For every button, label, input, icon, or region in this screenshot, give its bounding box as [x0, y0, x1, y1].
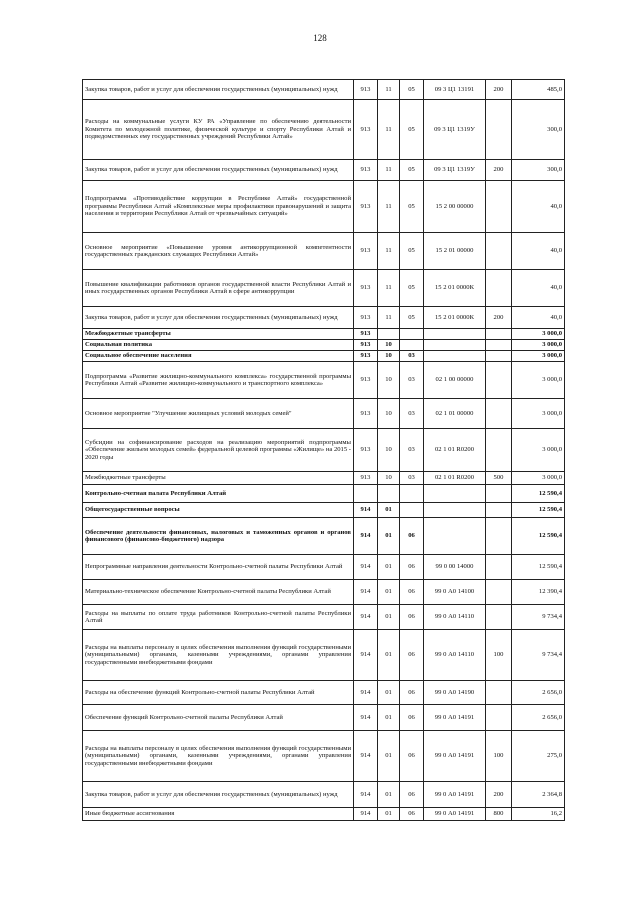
subsection-code-cell	[400, 340, 424, 351]
expense-name-cell: Закупка товаров, работ и услуг для обеспечения государственных (муниципальных) нужд	[83, 80, 354, 100]
section-code-cell	[378, 485, 400, 503]
amount-cell: 12 590,4	[512, 485, 565, 503]
ministry-code-cell: 914	[354, 630, 378, 681]
expense-name-cell: Обеспечение функций Контрольно-счетной палаты Республики Алтай	[83, 705, 354, 731]
amount-cell: 300,0	[512, 160, 565, 181]
expense-name-cell: Межбюджетные трансферты	[83, 329, 354, 340]
subsection-code-cell	[400, 503, 424, 518]
section-code-cell: 11	[378, 181, 400, 233]
section-code-cell: 01	[378, 580, 400, 605]
table-row	[83, 518, 565, 555]
subsection-code-cell: 06	[400, 681, 424, 705]
target-article-cell: 02 1 01 R0200	[424, 429, 486, 472]
expense-name-cell: Закупка товаров, работ и услуг для обеспечения государственных (муниципальных) нужд	[83, 782, 354, 808]
subsection-code-cell: 05	[400, 80, 424, 100]
target-article-cell: 15 2 01 0000К	[424, 307, 486, 329]
subsection-code-cell: 03	[400, 399, 424, 429]
expense-type-cell	[486, 705, 512, 731]
table-row	[83, 429, 565, 472]
target-article-cell: 99 0 А0 14191	[424, 782, 486, 808]
subsection-code-cell	[400, 485, 424, 503]
target-article-cell: 02 1 00 00000	[424, 362, 486, 399]
table-row	[83, 731, 565, 782]
section-code-cell: 01	[378, 705, 400, 731]
expense-type-cell: 800	[486, 808, 512, 821]
section-code-cell: 01	[378, 681, 400, 705]
table-row	[83, 362, 565, 399]
target-article-cell	[424, 340, 486, 351]
target-article-cell: 99 0 А0 14100	[424, 580, 486, 605]
target-article-cell: 15 2 00 00000	[424, 181, 486, 233]
table-row	[83, 555, 565, 580]
section-code-cell: 10	[378, 351, 400, 362]
target-article-cell: 99 0 А0 14110	[424, 605, 486, 630]
target-article-cell: 02 1 01 00000	[424, 399, 486, 429]
target-article-cell: 99 0 А0 14191	[424, 808, 486, 821]
subsection-code-cell: 06	[400, 555, 424, 580]
expense-name-cell: Контрольно-счетная палата Республики Алтай	[83, 485, 354, 503]
table-row	[83, 485, 565, 503]
ministry-code-cell: 914	[354, 555, 378, 580]
amount-cell: 3 000,0	[512, 429, 565, 472]
expense-type-cell	[486, 181, 512, 233]
section-code-cell: 01	[378, 782, 400, 808]
target-article-cell: 99 0 00 14000	[424, 555, 486, 580]
ministry-code-cell: 913	[354, 399, 378, 429]
expense-type-cell: 200	[486, 160, 512, 181]
section-code-cell: 01	[378, 605, 400, 630]
table-row	[83, 160, 565, 181]
subsection-code-cell: 06	[400, 630, 424, 681]
subsection-code-cell: 05	[400, 270, 424, 307]
subsection-code-cell: 03	[400, 472, 424, 485]
subsection-code-cell: 03	[400, 362, 424, 399]
target-article-cell: 99 0 А0 14191	[424, 705, 486, 731]
ministry-code-cell: 914	[354, 503, 378, 518]
expense-type-cell	[486, 503, 512, 518]
expense-name-cell: Субсидии на софинансирование расходов на реализацию мероприятий подпрограммы «Обеспечение жильем молодых семей» федеральной целевой программы «Жилище» на 2015 - 2020 годы	[83, 429, 354, 472]
ministry-code-cell: 913	[354, 233, 378, 270]
expense-name-cell: Общегосударственные вопросы	[83, 503, 354, 518]
amount-cell: 12 390,4	[512, 580, 565, 605]
section-code-cell: 01	[378, 630, 400, 681]
table-row	[83, 329, 565, 340]
expense-type-cell	[486, 580, 512, 605]
table-row	[83, 399, 565, 429]
expense-name-cell: Расходы на выплаты по оплате труда работников Контрольно-счетной палаты Республики Алтай	[83, 605, 354, 630]
amount-cell: 40,0	[512, 270, 565, 307]
ministry-code-cell: 913	[354, 270, 378, 307]
expense-type-cell: 100	[486, 731, 512, 782]
section-code-cell: 01	[378, 503, 400, 518]
ministry-code-cell: 913	[354, 307, 378, 329]
amount-cell: 9 734,4	[512, 630, 565, 681]
table-row	[83, 340, 565, 351]
ministry-code-cell: 913	[354, 100, 378, 160]
ministry-code-cell: 914	[354, 518, 378, 555]
amount-cell: 3 000,0	[512, 362, 565, 399]
section-code-cell: 11	[378, 307, 400, 329]
table-row	[83, 808, 565, 821]
section-code-cell: 10	[378, 340, 400, 351]
target-article-cell: 99 0 А0 14190	[424, 681, 486, 705]
section-code-cell: 11	[378, 80, 400, 100]
target-article-cell: 15 2 01 00000	[424, 233, 486, 270]
subsection-code-cell: 06	[400, 605, 424, 630]
table-row	[83, 351, 565, 362]
expense-type-cell	[486, 399, 512, 429]
table-row	[83, 80, 565, 100]
expense-name-cell: Расходы на коммунальные услуги КУ РА «Управление по обеспечению деятельности Комитета по молодежной политике, физической культуре и спорту Республики Алтай и подведомственных ему государственных учреждений Республики Алтай»	[83, 100, 354, 160]
amount-cell: 3 000,0	[512, 399, 565, 429]
expense-name-cell: Социальная политика	[83, 340, 354, 351]
target-article-cell: 15 2 01 0000К	[424, 270, 486, 307]
expense-type-cell: 200	[486, 782, 512, 808]
expense-name-cell: Закупка товаров, работ и услуг для обеспечения государственных (муниципальных) нужд	[83, 160, 354, 181]
expense-name-cell: Основное мероприятие «Повышение уровня антикоррупционной компетентности государственных гражданских служащих Республики Алтай»	[83, 233, 354, 270]
section-code-cell: 10	[378, 429, 400, 472]
section-code-cell: 11	[378, 270, 400, 307]
budget-table	[82, 79, 565, 821]
subsection-code-cell: 05	[400, 160, 424, 181]
amount-cell: 12 590,4	[512, 518, 565, 555]
section-code-cell: 11	[378, 160, 400, 181]
amount-cell: 9 734,4	[512, 605, 565, 630]
expense-type-cell: 100	[486, 630, 512, 681]
subsection-code-cell: 06	[400, 808, 424, 821]
expense-type-cell	[486, 518, 512, 555]
expense-name-cell: Социальное обеспечение населения	[83, 351, 354, 362]
target-article-cell: 99 0 А0 14191	[424, 731, 486, 782]
table-row	[83, 580, 565, 605]
expense-name-cell: Иные бюджетные ассигнования	[83, 808, 354, 821]
amount-cell: 3 000,0	[512, 340, 565, 351]
section-code-cell	[378, 329, 400, 340]
expense-type-cell	[486, 681, 512, 705]
table-row	[83, 233, 565, 270]
expense-type-cell	[486, 351, 512, 362]
ministry-code-cell: 913	[354, 429, 378, 472]
expense-type-cell	[486, 100, 512, 160]
section-code-cell: 01	[378, 808, 400, 821]
page-number: 128	[313, 33, 327, 43]
expense-name-cell: Подпрограмма «Развитие жилищно-коммунального комплекса» государственной программы Республики Алтай «Развитие жилищно-коммунального и транспортного комплекса»	[83, 362, 354, 399]
amount-cell: 485,0	[512, 80, 565, 100]
expense-name-cell: Расходы на обеспечение функций Контрольно-счетной палаты Республики Алтай	[83, 681, 354, 705]
subsection-code-cell: 03	[400, 351, 424, 362]
target-article-cell	[424, 518, 486, 555]
table-row	[83, 782, 565, 808]
target-article-cell: 09 3 Ц1 13191	[424, 80, 486, 100]
table-row	[83, 472, 565, 485]
subsection-code-cell: 05	[400, 100, 424, 160]
ministry-code-cell: 913	[354, 160, 378, 181]
target-article-cell: 02 1 01 R0200	[424, 472, 486, 485]
subsection-code-cell: 06	[400, 518, 424, 555]
table-row	[83, 307, 565, 329]
target-article-cell	[424, 503, 486, 518]
amount-cell: 40,0	[512, 233, 565, 270]
section-code-cell: 10	[378, 399, 400, 429]
target-article-cell: 99 0 А0 14110	[424, 630, 486, 681]
target-article-cell: 09 3 Ц1 1319У	[424, 160, 486, 181]
table-row	[83, 503, 565, 518]
ministry-code-cell: 913	[354, 472, 378, 485]
expense-name-cell: Расходы на выплаты персоналу в целях обеспечения выполнения функций государственными (муниципальными) органами, казенными учреждениями, органами управления государственными внебюджетными фондами	[83, 630, 354, 681]
subsection-code-cell: 06	[400, 782, 424, 808]
budget-table-body	[83, 80, 565, 821]
amount-cell: 275,0	[512, 731, 565, 782]
ministry-code-cell: 913	[354, 362, 378, 399]
expense-name-cell: Непрограммные направления деятельности Контрольно-счетной палаты Республики Алтай	[83, 555, 354, 580]
table-row	[83, 181, 565, 233]
subsection-code-cell: 05	[400, 181, 424, 233]
table-row	[83, 100, 565, 160]
expense-type-cell	[486, 429, 512, 472]
expense-type-cell: 200	[486, 80, 512, 100]
target-article-cell	[424, 485, 486, 503]
amount-cell: 12 590,4	[512, 555, 565, 580]
expense-name-cell: Материально-техническое обеспечение Контрольно-счетной палаты Республики Алтай	[83, 580, 354, 605]
amount-cell: 40,0	[512, 307, 565, 329]
expense-name-cell: Подпрограмма «Противодействие коррупции в Республике Алтай» государственной программы Республики Алтай «Комплексные меры профилактики правонарушений и защита населения и территории Республики Алтай от чрезвычайных ситуаций»	[83, 181, 354, 233]
section-code-cell: 10	[378, 362, 400, 399]
ministry-code-cell: 913	[354, 329, 378, 340]
ministry-code-cell: 914	[354, 681, 378, 705]
ministry-code-cell: 913	[354, 351, 378, 362]
ministry-code-cell: 914	[354, 605, 378, 630]
ministry-code-cell: 914	[354, 705, 378, 731]
amount-cell: 3 000,0	[512, 351, 565, 362]
ministry-code-cell: 914	[354, 808, 378, 821]
table-row	[83, 605, 565, 630]
ministry-code-cell: 914	[354, 731, 378, 782]
expense-name-cell: Основное мероприятие "Улучшение жилищных условий молодых семей"	[83, 399, 354, 429]
subsection-code-cell: 03	[400, 429, 424, 472]
table-row	[83, 705, 565, 731]
expense-type-cell	[486, 233, 512, 270]
ministry-code-cell	[354, 485, 378, 503]
amount-cell: 3 000,0	[512, 472, 565, 485]
expense-type-cell	[486, 270, 512, 307]
amount-cell: 40,0	[512, 181, 565, 233]
subsection-code-cell: 06	[400, 580, 424, 605]
section-code-cell: 01	[378, 731, 400, 782]
subsection-code-cell: 05	[400, 307, 424, 329]
expense-type-cell	[486, 605, 512, 630]
amount-cell: 16,2	[512, 808, 565, 821]
expense-type-cell	[486, 362, 512, 399]
section-code-cell: 01	[378, 518, 400, 555]
table-row	[83, 681, 565, 705]
subsection-code-cell: 05	[400, 233, 424, 270]
amount-cell: 12 590,4	[512, 503, 565, 518]
expense-type-cell: 500	[486, 472, 512, 485]
target-article-cell: 09 3 Ц1 1319У	[424, 100, 486, 160]
amount-cell: 3 000,0	[512, 329, 565, 340]
subsection-code-cell	[400, 329, 424, 340]
amount-cell: 2 364,8	[512, 782, 565, 808]
ministry-code-cell: 914	[354, 580, 378, 605]
target-article-cell	[424, 351, 486, 362]
amount-cell: 300,0	[512, 100, 565, 160]
ministry-code-cell: 913	[354, 80, 378, 100]
subsection-code-cell: 06	[400, 731, 424, 782]
expense-name-cell: Обеспечение деятельности финансовых, налоговых и таможенных органов и органов финансового (финансово-бюджетного) надзора	[83, 518, 354, 555]
expense-name-cell: Расходы на выплаты персоналу в целях обеспечения выполнения функций государственными (муниципальными) органами, казенными учреждениями, органами управления государственными внебюджетными фондами	[83, 731, 354, 782]
section-code-cell: 10	[378, 472, 400, 485]
table-row	[83, 630, 565, 681]
expense-name-cell: Межбюджетные трансферты	[83, 472, 354, 485]
expense-type-cell	[486, 329, 512, 340]
table-row	[83, 270, 565, 307]
section-code-cell: 11	[378, 100, 400, 160]
ministry-code-cell: 913	[354, 181, 378, 233]
ministry-code-cell: 913	[354, 340, 378, 351]
subsection-code-cell: 06	[400, 705, 424, 731]
expense-type-cell	[486, 555, 512, 580]
expense-type-cell	[486, 485, 512, 503]
amount-cell: 2 656,0	[512, 705, 565, 731]
expense-name-cell: Закупка товаров, работ и услуг для обеспечения государственных (муниципальных) нужд	[83, 307, 354, 329]
amount-cell: 2 656,0	[512, 681, 565, 705]
target-article-cell	[424, 329, 486, 340]
ministry-code-cell: 914	[354, 782, 378, 808]
section-code-cell: 01	[378, 555, 400, 580]
expense-type-cell: 200	[486, 307, 512, 329]
expense-type-cell	[486, 340, 512, 351]
section-code-cell: 11	[378, 233, 400, 270]
expense-name-cell: Повышение квалификации работников органов государственной власти Республики Алтай и иных государственных органов Республики Алтай в сфере антикоррупции	[83, 270, 354, 307]
